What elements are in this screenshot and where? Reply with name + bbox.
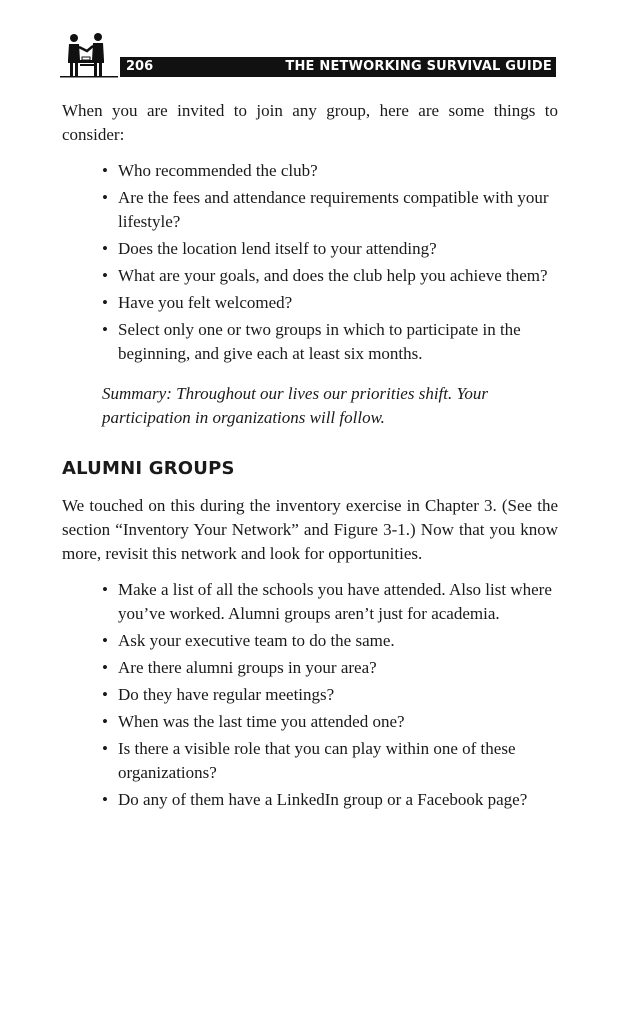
list-item: • Ask your executive team to do the same.: [102, 631, 395, 650]
section-heading: ALUMNI GROUPS: [62, 458, 235, 479]
list-item: • Have you felt welcomed?: [102, 293, 293, 312]
list-item: • Does the location lend itself to your attending?: [102, 239, 437, 258]
list-item: • Select only one or two groups in which to participate in the beginning, and give each at least six months.: [102, 320, 521, 363]
list-item: • Who recommended the club?: [102, 161, 318, 180]
page-header: [60, 30, 558, 80]
header-bar: [120, 57, 556, 77]
summary-note: Summary: Throughout our lives our priorities shift. Your participation in organizations will follow.: [102, 384, 489, 427]
list-item: • Are the fees and attendance requirements compatible with your lifestyle?: [102, 188, 549, 231]
considerations-list: [62, 159, 558, 366]
list-item: • Make a list of all the schools you have attended. Also list where you’ve worked. Alumni groups aren’t just for academia.: [102, 580, 552, 623]
list-item: • Are there alumni groups in your area?: [102, 658, 377, 677]
alumni-list: [62, 578, 558, 812]
list-item: • Do any of them have a LinkedIn group or a Facebook page?: [102, 790, 528, 809]
alumni-intro-paragraph: We touched on this during the inventory exercise in Chapter 3. (See the section “Inventory Your Network” and Figure 3-1.) Now that you know more, revisit this network and look for opportunities.: [62, 496, 558, 563]
list-item: • Do they have regular meetings?: [102, 685, 335, 704]
list-item: • What are your goals, and does the club help you achieve them?: [102, 266, 548, 285]
page-body: [62, 99, 558, 812]
handshake-at-desk-icon: [60, 30, 118, 78]
list-item: • When was the last time you attended one?: [102, 712, 405, 731]
page-number: 206: [126, 59, 154, 74]
list-item: • Is there a visible role that you can play within one of these organizations?: [102, 739, 516, 782]
running-title: THE NETWORKING SURVIVAL GUIDE: [285, 59, 552, 74]
intro-paragraph: When you are invited to join any group, here are some things to consider:: [62, 101, 558, 144]
